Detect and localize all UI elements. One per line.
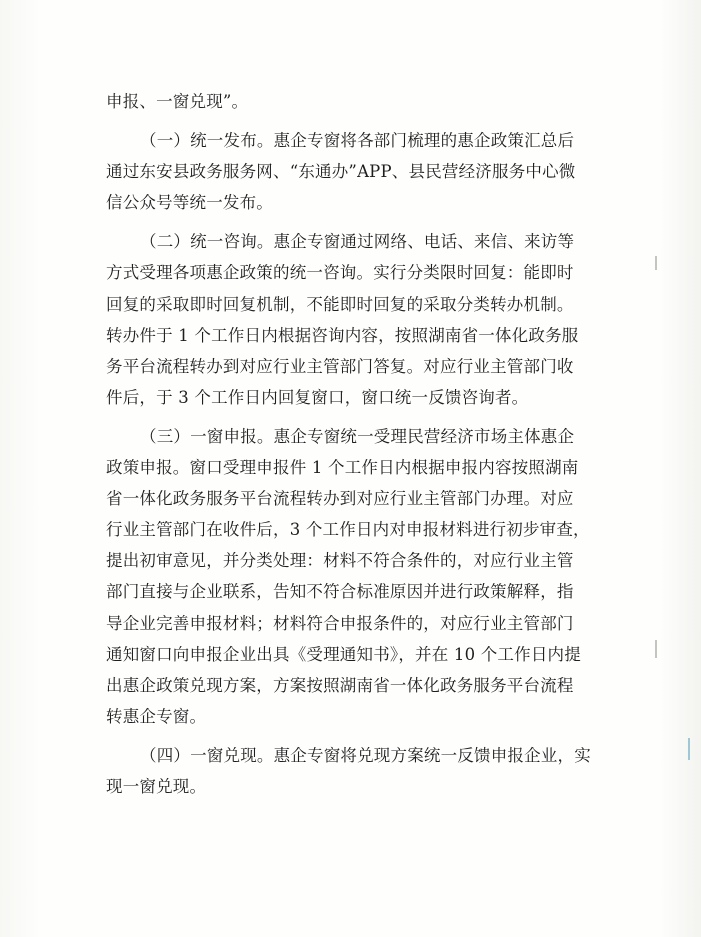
text-line: 省一体化政务服务平台流程转办到对应行业主管部门办理。对应 [106, 489, 574, 509]
paragraph-one-window-fulfillment [106, 740, 616, 802]
text-line: 信公众号等统一发布。 [106, 193, 273, 213]
text-line: 务平台流程转办到对应行业主管部门答复。对应行业主管部门收 [106, 356, 574, 376]
text-line: 提出初审意见，并分类处理：材料不符合条件的，对应行业主管 [106, 551, 574, 571]
text-line: 转办件于 1 个工作日内根据咨询内容，按照湖南省一体化政务服 [106, 325, 579, 345]
paragraph-one-window-application [106, 421, 616, 732]
text-line: 方式受理各项惠企政策的统一咨询。实行分类限时回复：能即时 [106, 263, 574, 283]
text-line: （三）一窗申报。惠企专窗统一受理民营经济市场主体惠企 [140, 426, 575, 446]
text-line: 现一窗兑现。 [106, 776, 207, 796]
scan-edge-mark [688, 738, 690, 760]
document-body [106, 86, 616, 802]
scan-mark [655, 640, 657, 658]
text-line: 通过东安县政务服务网、“东通办”APP、县民营经济服务中心微 [106, 162, 576, 182]
text-line: 政策申报。窗口受理申报件 1 个工作日内根据申报内容按照湖南 [106, 458, 579, 478]
text-line: 导企业完善申报材料；材料符合申报条件的，对应行业主管部门 [106, 613, 574, 633]
text-line: 回复的采取即时回复机制，不能即时回复的采取分类转办机制。 [106, 294, 574, 314]
text-line: 转惠企专窗。 [106, 706, 207, 726]
text-line: 件后，于 3 个工作日内回复窗口，窗口统一反馈咨询者。 [106, 387, 529, 407]
text-line: （二）统一咨询。惠企专窗通过网络、电话、来信、来访等 [140, 232, 575, 252]
text-line: 通知窗口向申报企业出具《受理通知书》，并在 10 个工作日内提 [106, 644, 581, 664]
paragraph-intro-tail [106, 86, 616, 117]
text-line: 行业主管部门在收件后，3 个工作日内对申报材料进行初步审查， [106, 520, 590, 540]
text-line: （一）统一发布。惠企专窗将各部门梳理的惠企政策汇总后 [140, 131, 575, 151]
text-line: 申报、一窗兑现”。 [106, 92, 249, 111]
text-line: 出惠企政策兑现方案，方案按照湖南省一体化政务服务平台流程 [106, 675, 574, 695]
scan-mark [655, 256, 657, 270]
text-line: 部门直接与企业联系，告知不符合标准原因并进行政策解释，指 [106, 582, 574, 602]
paragraph-unified-consultation [106, 226, 616, 413]
paragraph-unified-release [106, 125, 616, 218]
text-line: （四）一窗兑现。惠企专窗将兑现方案统一反馈申报企业，实 [140, 745, 591, 765]
